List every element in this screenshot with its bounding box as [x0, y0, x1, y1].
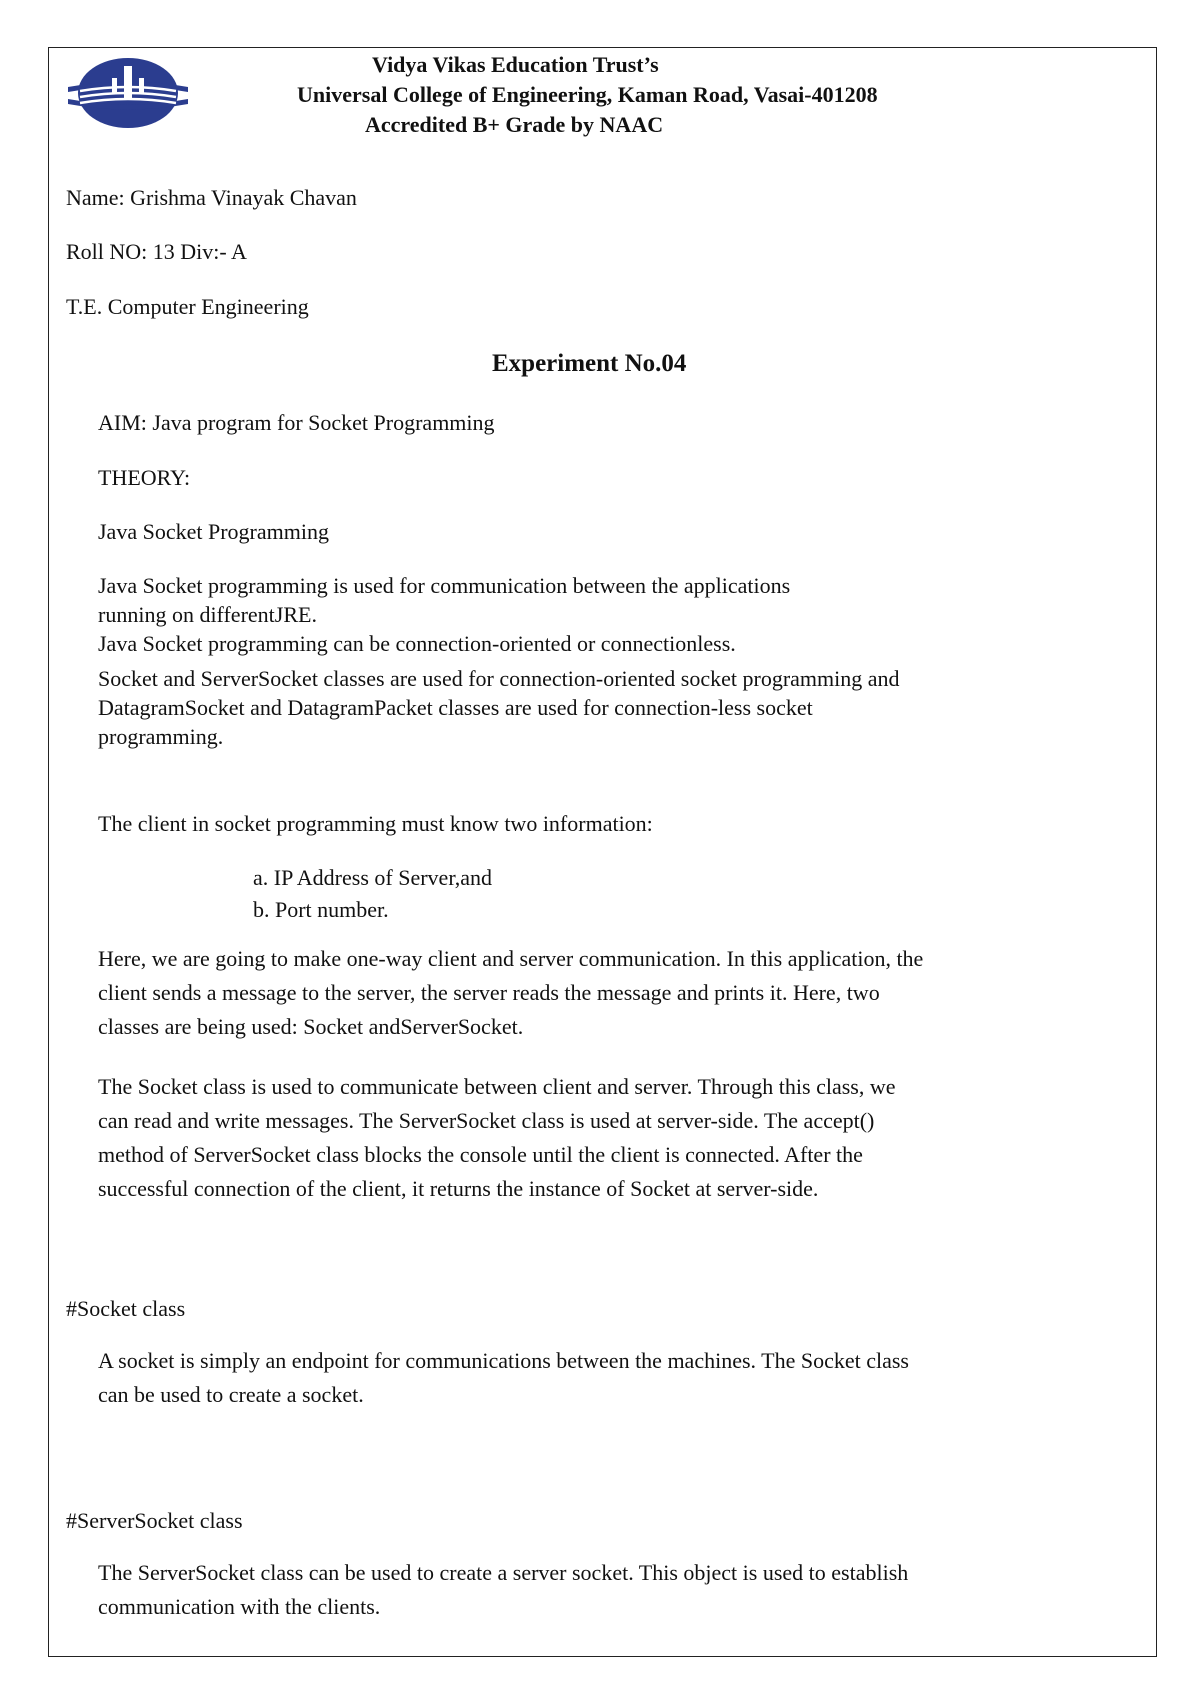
aim: AIM: Java program for Socket Programming: [98, 410, 495, 435]
client-intro: The client in socket programming must know two information:: [98, 811, 653, 836]
paragraph-line: client sends a message to the server, the server reads the message and prints it. Here, two: [98, 980, 880, 1005]
paragraph-one-way: [98, 942, 923, 1044]
paragraph-line: communication with the clients.: [98, 1594, 381, 1619]
student-name: Name: Grishma Vinayak Chavan: [66, 185, 357, 210]
paragraph-socket-class-usage: [98, 1070, 896, 1206]
paragraph-line: Java Socket programming can be connection-oriented or connectionless.: [98, 631, 736, 656]
serversocket-class-heading: #ServerSocket class: [66, 1508, 243, 1533]
paragraph-line: Here, we are going to make one-way client and server communication. In this application, the: [98, 946, 924, 971]
paragraph-line: classes are being used: Socket andServerSocket.: [98, 1014, 524, 1039]
paragraph-line: running on differentJRE.: [98, 602, 317, 627]
roll-number: Roll NO: 13 Div:- A: [66, 239, 247, 264]
paragraph-line: method of ServerSocket class blocks the console until the client is connected. After the: [98, 1142, 863, 1167]
trust-name: Vidya Vikas Education Trust’s: [372, 52, 659, 77]
paragraph-line: successful connection of the client, it returns the instance of Socket at server-side.: [98, 1176, 819, 1201]
serversocket-class-description: [98, 1556, 908, 1624]
client-requirements-list: [253, 862, 492, 926]
paragraph-socket-intro: [98, 571, 790, 658]
paragraph-line: The Socket class is used to communicate between client and server. Through this class, we: [98, 1074, 896, 1099]
paragraph-line: DatagramSocket and DatagramPacket classes are used for connection-less socket: [98, 695, 813, 720]
paragraph-line: can read and write messages. The ServerSocket class is used at server-side. The accept(): [98, 1108, 875, 1133]
accreditation: Accredited B+ Grade by NAAC: [365, 112, 664, 137]
list-item: a. IP Address of Server,and: [253, 865, 493, 890]
socket-class-heading: #Socket class: [66, 1296, 186, 1321]
paragraph-line: A socket is simply an endpoint for communications between the machines. The Socket class: [98, 1348, 909, 1373]
page-border: [48, 47, 1157, 1657]
paragraph-line: programming.: [98, 724, 224, 749]
paragraph-line: Socket and ServerSocket classes are used for connection-oriented socket programming and: [98, 666, 900, 691]
experiment-title: Experiment No.04: [492, 350, 687, 377]
list-item: b. Port number.: [253, 897, 389, 922]
socket-class-description: [98, 1344, 909, 1412]
college-emblem-icon: [66, 56, 190, 132]
theory-heading: THEORY:: [98, 465, 191, 490]
paragraph-line: The ServerSocket class can be used to create a server socket. This object is used to establish: [98, 1560, 909, 1585]
paragraph-line: Java Socket programming is used for communication between the applications: [98, 573, 791, 598]
subheading: Java Socket Programming: [98, 519, 329, 544]
paragraph-classes: [98, 664, 900, 751]
department: T.E. Computer Engineering: [66, 294, 309, 319]
paragraph-line: can be used to create a socket.: [98, 1382, 364, 1407]
college-name: Universal College of Engineering, Kaman Road, Vasai-401208: [297, 82, 878, 107]
